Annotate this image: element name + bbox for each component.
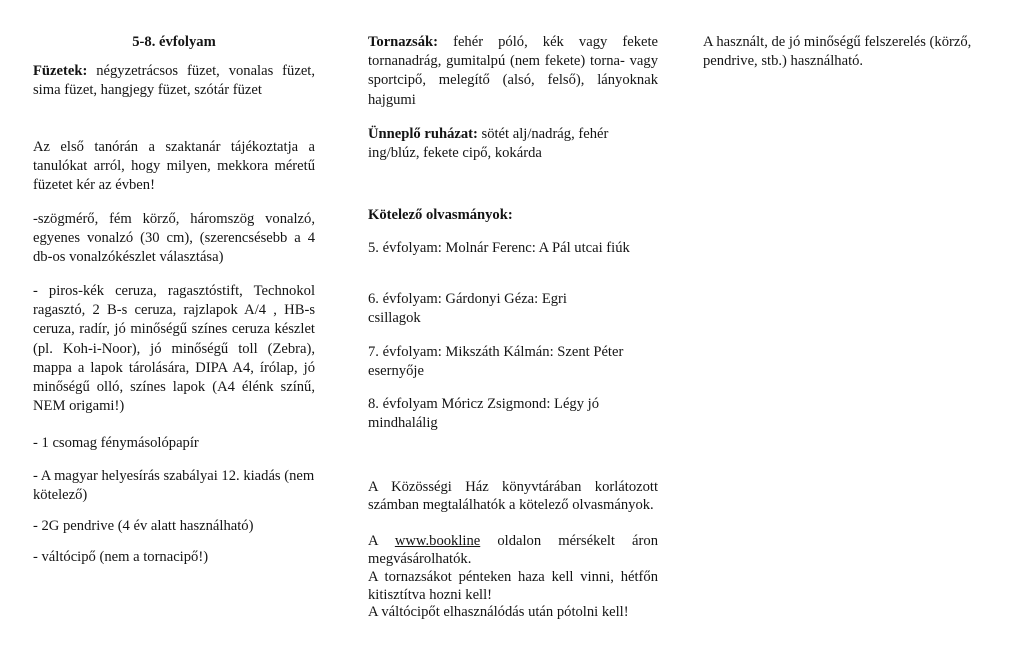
- pe-gear-label: Tornazsák:: [368, 34, 439, 50]
- shoe-note: A váltócipőt elhasználódás után pótolni kell!: [368, 604, 629, 620]
- reading-grade-7: 7. évfolyam: Mikszáth Kálmán: Szent Péter esernyője: [368, 344, 624, 380]
- festive-wear-text: sötét alj/nadrág, fehér ing/blúz, fekete cipő, kokárda: [368, 126, 609, 162]
- copy-paper-item: - 1 csomag fénymásolópapír: [33, 435, 199, 451]
- festive-wear-paragraph: [368, 125, 658, 163]
- notebooks-paragraph: [33, 62, 315, 100]
- bookline-note: [368, 533, 658, 568]
- spelling-rules-item: - A magyar helyesírás szabályai 12. kiadás (nem kötelező): [33, 468, 315, 504]
- supplies-paragraph: - piros-kék ceruza, ragasztóstift, Technokol ragasztó, 2 B-s ceruza, rajzlapok A/4 , HB-s ceruza, radír, jó minőségű színes ceruza készlet (pl. Koh-i-Noor), jó minőségű toll (Zebra), mappa a lapok tárolására, DIPA A4, írólap, jó minőségű olló, színes lapok (A4 élénk színű, NEM origami!): [33, 283, 315, 415]
- readings-heading: Kötelező olvasmányok:: [368, 207, 513, 223]
- reading-grade-5: 5. évfolyam: Molnár Ferenc: A Pál utcai fiúk: [368, 240, 630, 256]
- first-lesson-paragraph: Az első tanórán a szaktanár tájékoztatja a tanulókat arról, hogy milyen, mekkora méretű füzetet kér az évben!: [33, 139, 315, 194]
- reading-grade-6: 6. évfolyam: Gárdonyi Géza: Egri csillagok: [368, 291, 567, 327]
- notebooks-text: négyzetrácsos füzet, vonalas füzet, sima füzet, hangjegy füzet, szótár füzet: [33, 63, 315, 99]
- pe-gear-text: fehér póló, kék vagy fekete tornanadrág, gumitalpú (nem fekete) torna- vagy sportcipő, melegítő (alsó, felső), lányoknak hajgumi: [368, 34, 658, 108]
- library-note: A Közösségi Ház könyvtárában korlátozott számban megtalálhatók a kötelező olvasmányok.: [368, 479, 658, 513]
- used-equipment-note: A használt, de jó minőségű felszerelés (körző, pendrive, stb.) használható.: [703, 34, 972, 70]
- bookline-pre: A: [368, 533, 395, 549]
- geometry-tools-paragraph: -szögmérő, fém körző, háromszög vonalzó, egyenes vonalzó (30 cm), (szerencsésebb a 4 db-os vonalzókészlet választása): [33, 211, 315, 266]
- festive-wear-label: Ünneplő ruházat:: [368, 126, 478, 142]
- notebooks-label: Füzetek:: [33, 63, 88, 79]
- bookline-post: oldalon mérsékelt áron megvásárolhatók.: [368, 533, 658, 567]
- pe-bag-note: A tornazsákot pénteken haza kell vinni, hétfőn kitisztítva hozni kell!: [368, 569, 658, 603]
- grade-heading: 5-8. évfolyam: [132, 34, 216, 50]
- pendrive-item: - 2G pendrive (4 év alatt használható): [33, 518, 254, 534]
- bookline-link[interactable]: www.bookline: [394, 533, 481, 549]
- shoes-item: - váltócipő (nem a tornacipő!): [33, 549, 209, 565]
- reading-grade-8: 8. évfolyam Móricz Zsigmond: Légy jó mindhalálig: [368, 396, 600, 432]
- pe-gear-paragraph: [368, 33, 658, 110]
